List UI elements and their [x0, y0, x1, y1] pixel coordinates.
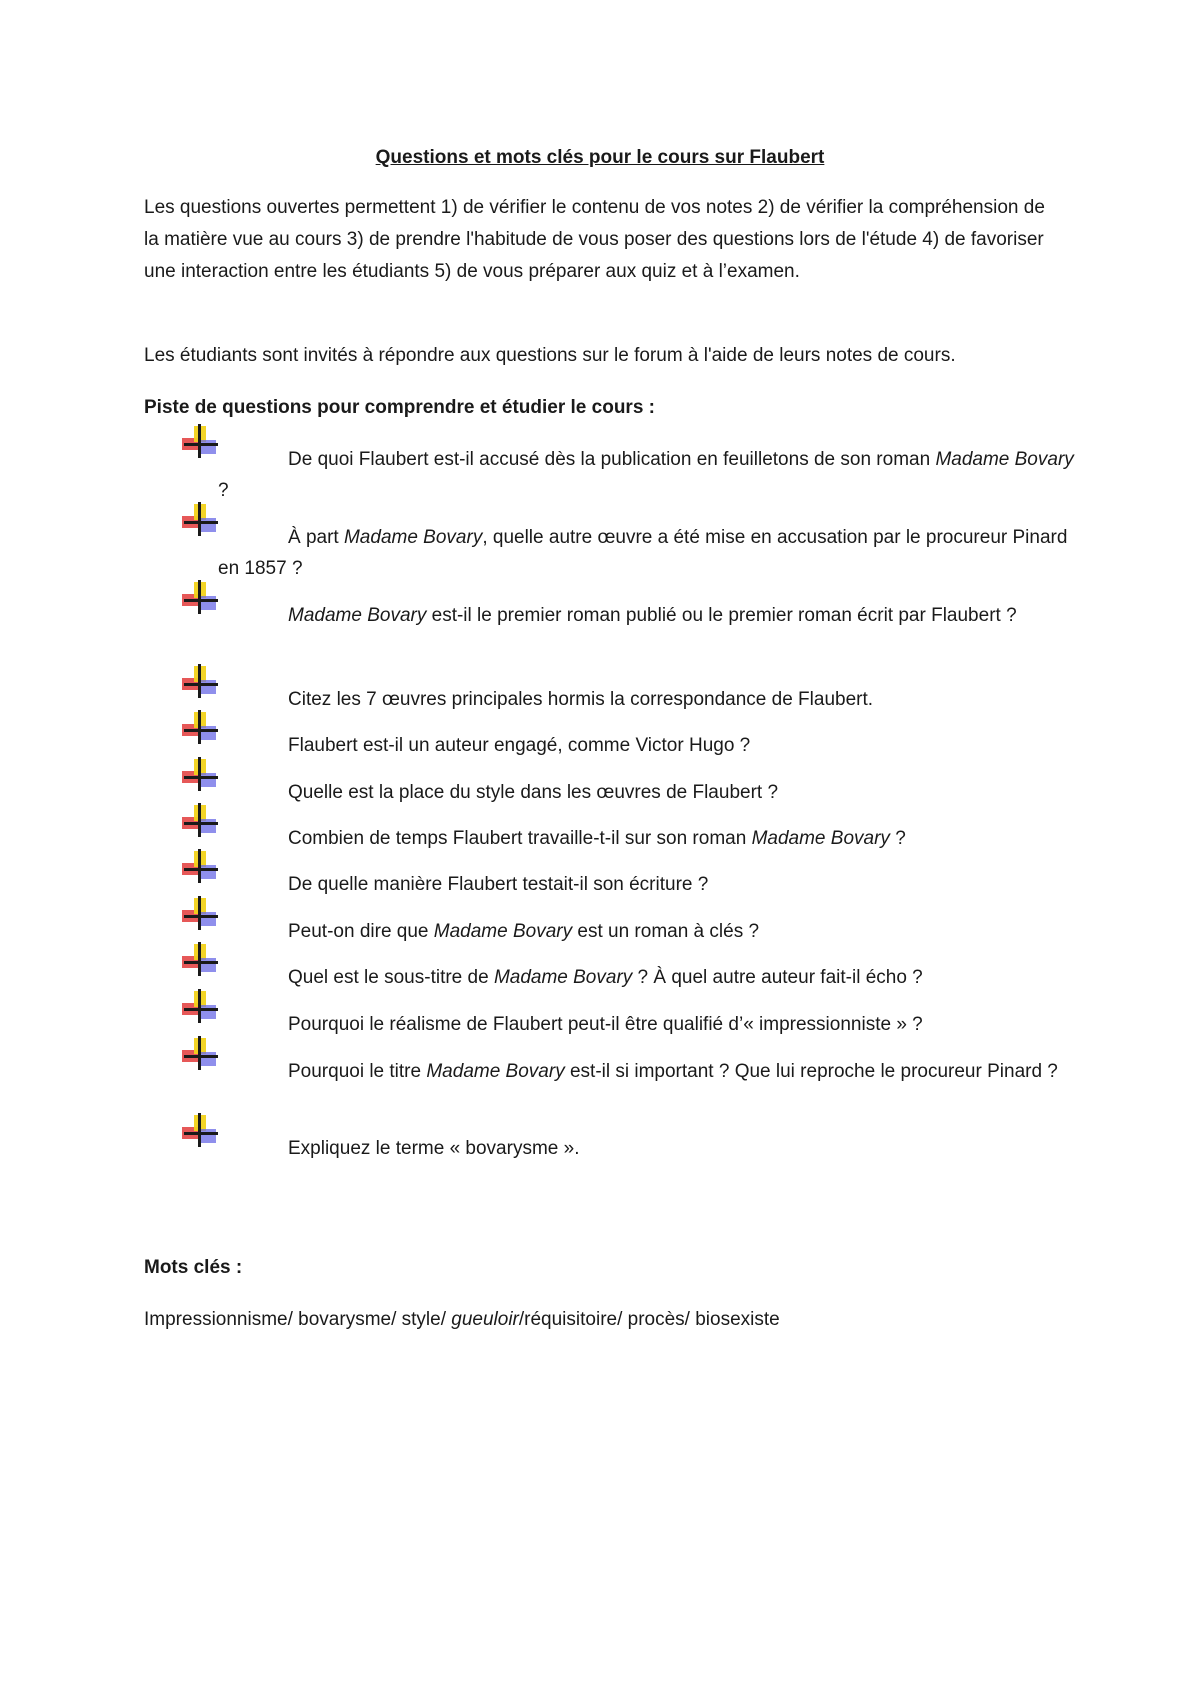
question-text-segment: ? À quel autre auteur fait-il écho ? — [632, 967, 923, 988]
question-text-segment: Madame Bovary — [935, 449, 1074, 470]
question-text-segment: Combien de temps Flaubert travaille-t-il sur son roman — [288, 828, 752, 849]
questions-heading: Piste de questions pour comprendre et étudier le cours : — [144, 397, 655, 418]
pin-cross-icon — [180, 989, 220, 1023]
question-text-segment: Madame Bovary — [433, 921, 573, 942]
question-text-segment: Quel est le sous-titre de — [288, 967, 494, 988]
pin-cross-icon — [180, 710, 220, 744]
question-text-segment: Madame Bovary — [751, 828, 890, 849]
pin-cross-icon — [180, 1036, 220, 1070]
question-text-segment: ? — [218, 480, 229, 501]
question-text — [218, 916, 1078, 947]
intro-paragraph: Les questions ouvertes permettent 1) de vérifier le contenu de vos notes 2) de vérifier la compréhension de la matière vue au cours 3) de prendre l'habitude de vous poser des questions lors de l'étude 4) de favoriser une interaction entre les étudiants 5) de vous préparer aux quiz et à l’examen. — [144, 197, 1045, 282]
question-text — [218, 777, 1078, 808]
question-text — [218, 730, 1078, 761]
question-text-segment: Quelle est la place du style dans les œuvres de Flaubert ? — [288, 782, 779, 803]
question-text — [218, 1133, 1078, 1164]
question-text — [218, 869, 1078, 900]
page-title: Questions et mots clés pour le cours sur Flaubert — [375, 147, 825, 168]
question-text — [218, 444, 1078, 506]
question-text — [218, 823, 1078, 854]
question-text — [218, 1056, 1078, 1087]
question-text-segment: est-il le premier roman publié ou le premier roman écrit par Flaubert ? — [426, 605, 1017, 626]
question-text-segment: De quoi Flaubert est-il accusé dès la publication en feuilletons de son roman — [288, 449, 936, 470]
question-text-segment: Madame Bovary — [288, 605, 427, 626]
question-text-segment: , quelle autre œuvre a été mise en accusation par le procureur Pinard en 1857 ? — [218, 527, 1068, 579]
pin-cross-icon — [180, 803, 220, 837]
pin-cross-icon — [180, 757, 220, 791]
question-text-segment: Pourquoi le réalisme de Flaubert peut-il être qualifié d’« impressionniste » ? — [288, 1014, 923, 1035]
instructions-paragraph: Les étudiants sont invités à répondre aux questions sur le forum à l'aide de leurs notes de cours. — [144, 345, 956, 366]
question-text-segment: est un roman à clés ? — [572, 921, 760, 942]
question-text-segment: Madame Bovary — [493, 967, 633, 988]
question-text-segment: ? — [889, 828, 906, 849]
question-text-segment: De quelle manière Flaubert testait-il son écriture ? — [288, 874, 709, 895]
keyword-segment: /réquisitoire/ procès/ biosexiste — [518, 1309, 780, 1330]
pin-cross-icon — [180, 580, 220, 614]
pin-cross-icon — [180, 502, 220, 536]
pin-cross-icon — [180, 849, 220, 883]
question-text-segment: Expliquez le terme « bovarysme ». — [288, 1138, 580, 1159]
question-text-segment: est-il si important ? Que lui reproche le procureur Pinard ? — [564, 1061, 1058, 1082]
question-text-segment: Madame Bovary — [343, 527, 483, 548]
pin-cross-icon — [180, 942, 220, 976]
question-text-segment: Flaubert est-il un auteur engagé, comme Victor Hugo ? — [288, 735, 751, 756]
pin-cross-icon — [180, 424, 220, 458]
question-text — [218, 600, 1078, 631]
question-text — [218, 1009, 1078, 1040]
question-text — [218, 522, 1078, 584]
question-text — [218, 962, 1078, 993]
question-text-segment: Pourquoi le titre — [288, 1061, 427, 1082]
pin-cross-icon — [180, 664, 220, 698]
keywords-heading: Mots clés : — [144, 1257, 243, 1278]
keyword-segment: gueuloir — [451, 1309, 519, 1330]
question-text-segment: Citez les 7 œuvres principales hormis la correspondance de Flaubert. — [288, 689, 874, 710]
keywords-line — [144, 1304, 1064, 1336]
question-text-segment: À part — [288, 527, 344, 548]
question-text-segment: Peut-on dire que — [288, 921, 434, 942]
keyword-segment: Impressionnisme/ bovarysme/ style/ — [144, 1309, 452, 1330]
pin-cross-icon — [180, 896, 220, 930]
question-text-segment: Madame Bovary — [426, 1061, 565, 1082]
question-text — [218, 684, 1078, 715]
pin-cross-icon — [180, 1113, 220, 1147]
